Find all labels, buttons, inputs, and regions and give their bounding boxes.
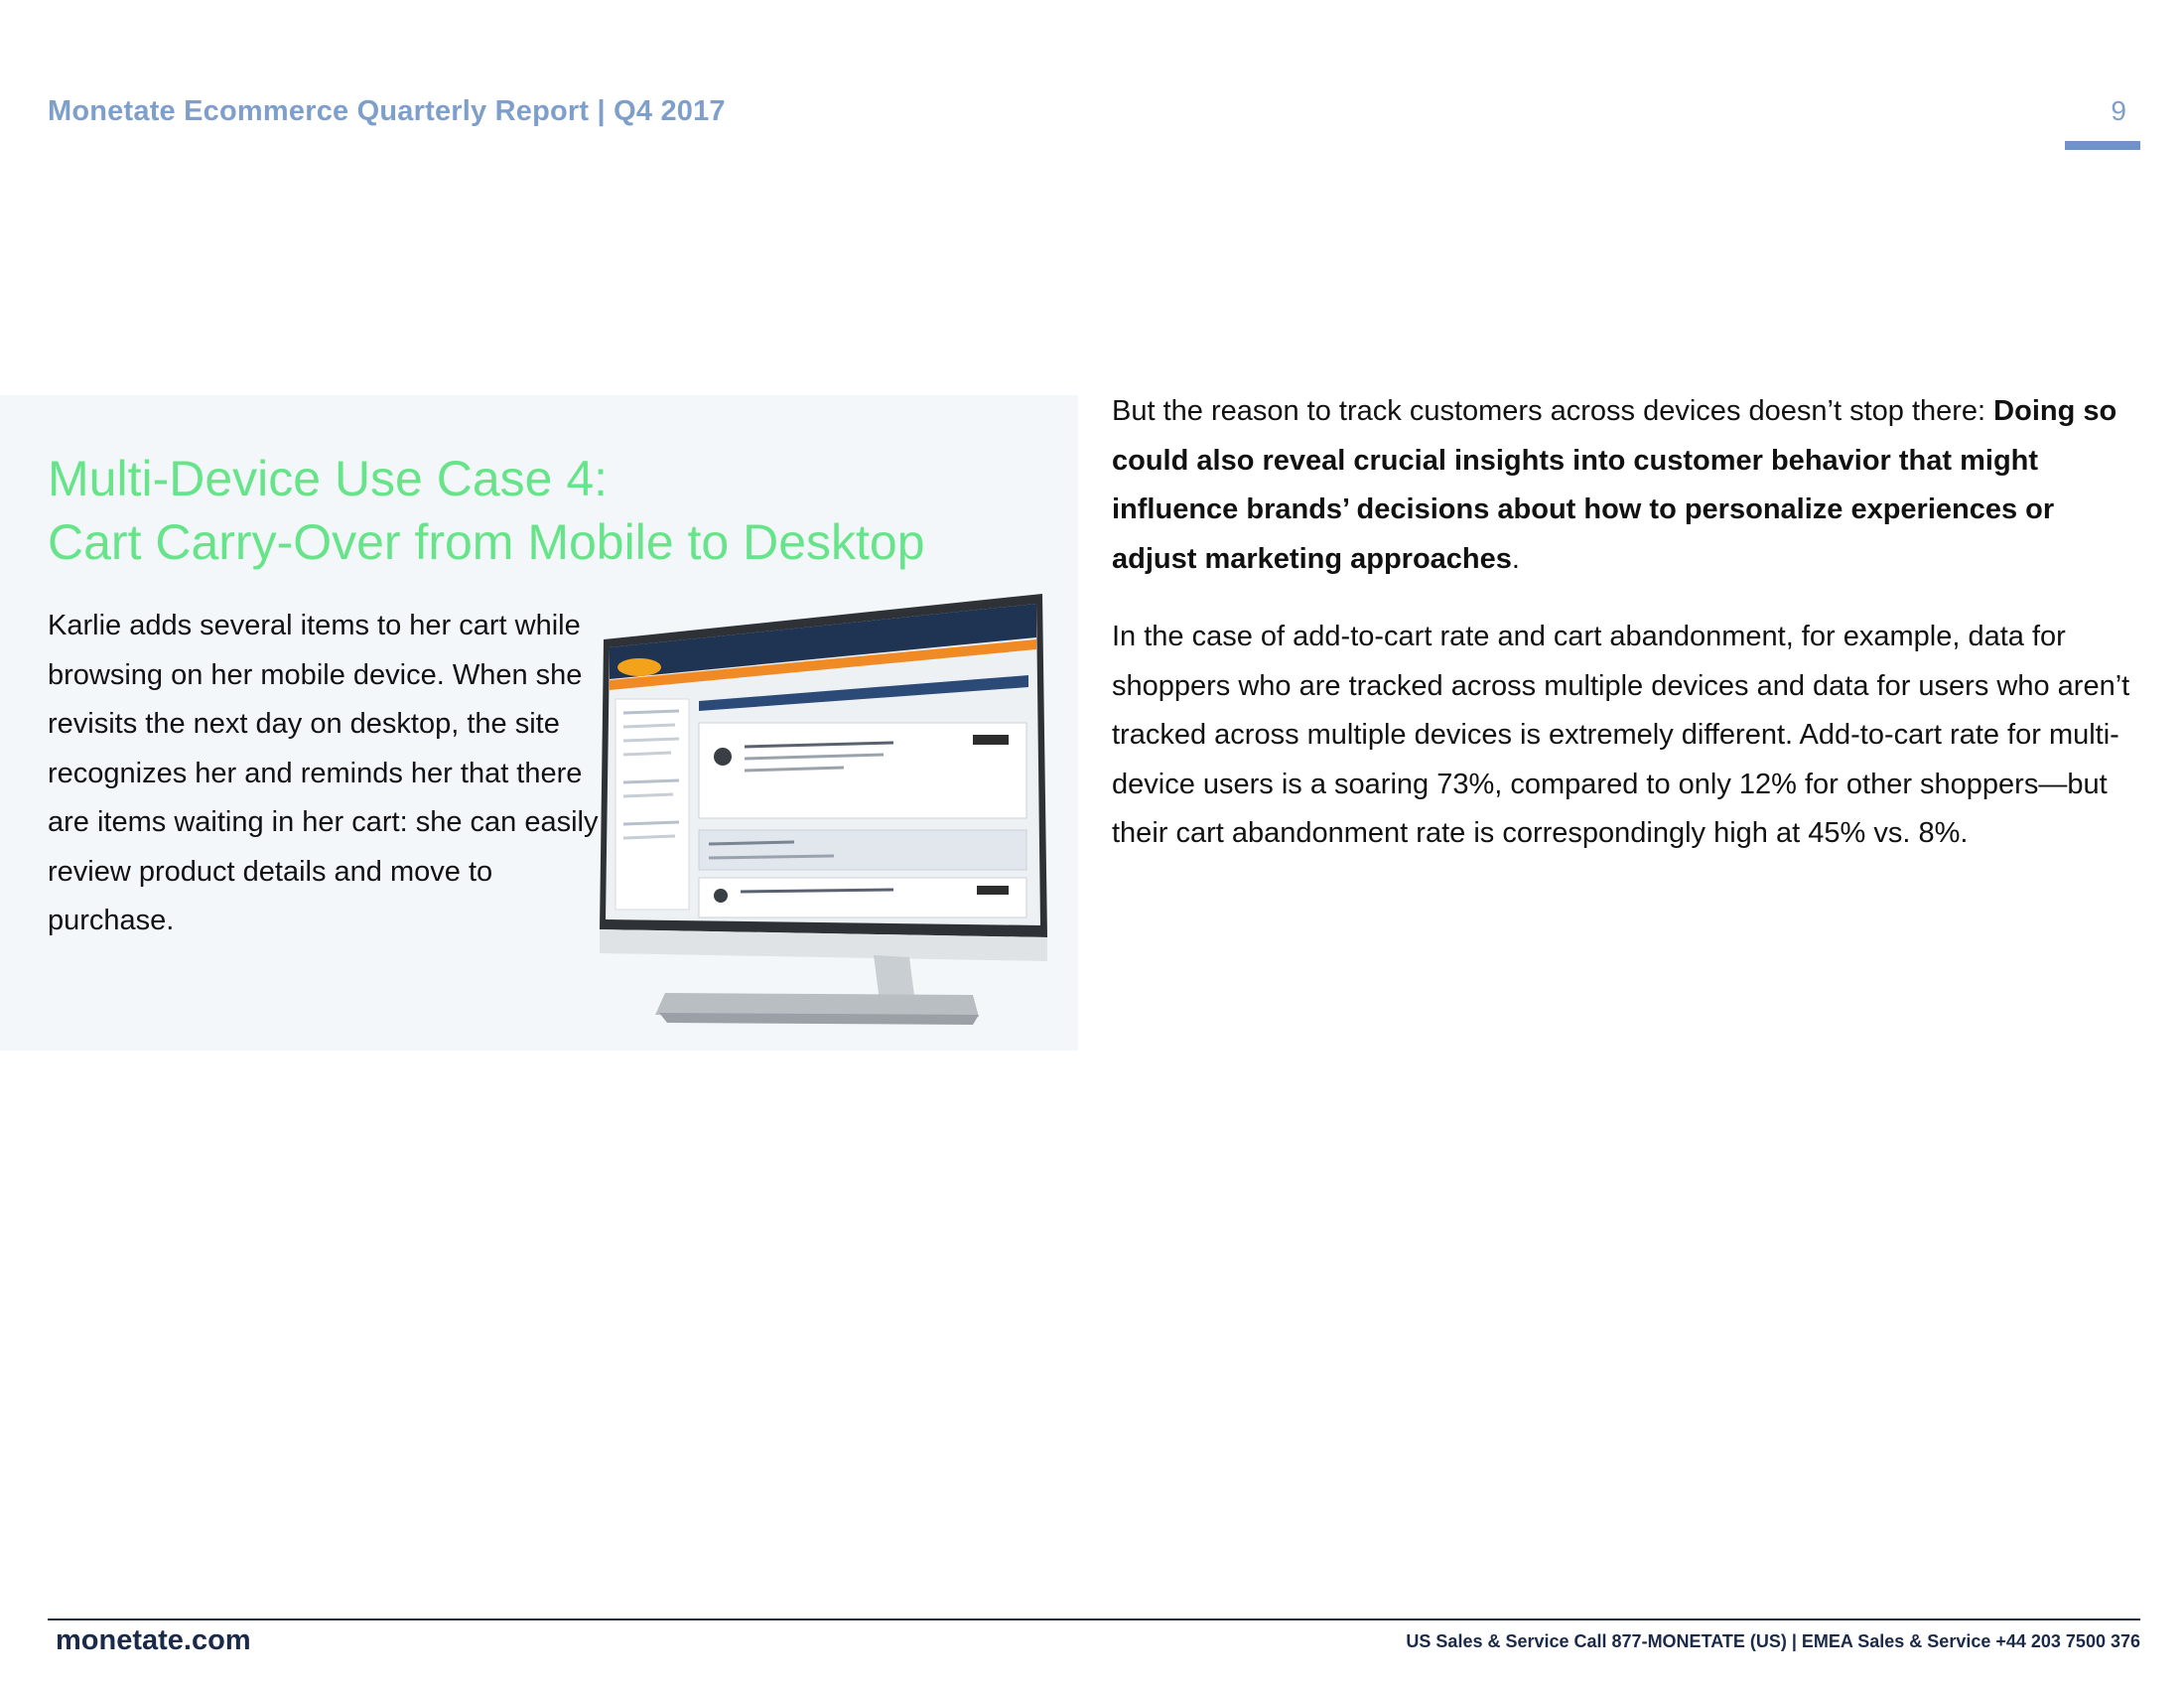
page-number-rule — [2065, 141, 2140, 150]
page-number: 9 — [2111, 95, 2126, 126]
desktop-monitor-image — [596, 588, 1052, 1033]
shipping-options-box — [699, 830, 1026, 870]
report-title: Monetate Ecommerce Quarterly Report | Q4 2017 — [48, 95, 726, 127]
cart-item-box-2 — [699, 878, 1026, 917]
footer-contact-info: US Sales & Service Call 877-MONETATE (US) | EMEA Sales & Service +44 203 7500 376 — [1406, 1631, 2140, 1651]
analysis-paragraph-1 — [1112, 387, 2144, 584]
site-logo — [617, 658, 661, 676]
use-case-title — [48, 447, 925, 574]
analysis-paragraph-2: In the case of add-to-cart rate and cart abandonment, for example, data for shoppers who are tracked across multiple devices and data for users who aren’t tracked across multiple devices is extremely different. Add-to-cart rate for multi-device users is a soaring 73%, compared to only 12% for other shoppers—but their cart abandonment rate is correspondingly high at 45% vs. 8%. — [1112, 621, 2130, 849]
use-case-description: Karlie adds several items to her cart while browsing on her mobile device. When she revisits the next day on desktop, the site recognizes her and reminds her that there are items waiting in her cart: she can easily review product details and move to purchase. — [48, 610, 599, 936]
footer-website-link[interactable]: monetate.com — [56, 1624, 251, 1656]
analysis-column — [1112, 387, 2144, 859]
use-case-title-line2: Cart Carry-Over from Mobile to Desktop — [48, 514, 925, 570]
use-case-title-line1: Multi-Device Use Case 4: — [48, 451, 609, 506]
analysis-intro: But the reason to track customers across devices doesn’t stop there: — [1112, 395, 1994, 427]
footer-divider — [48, 1618, 2140, 1620]
analysis-period: . — [1511, 542, 1520, 575]
analysis-key-insight: Doing so could also reveal crucial insights into customer behavior that might influence brands’ decisions about how to personalize experiences or adjust marketing approaches — [1112, 395, 2117, 575]
site-sidebar — [615, 699, 689, 910]
